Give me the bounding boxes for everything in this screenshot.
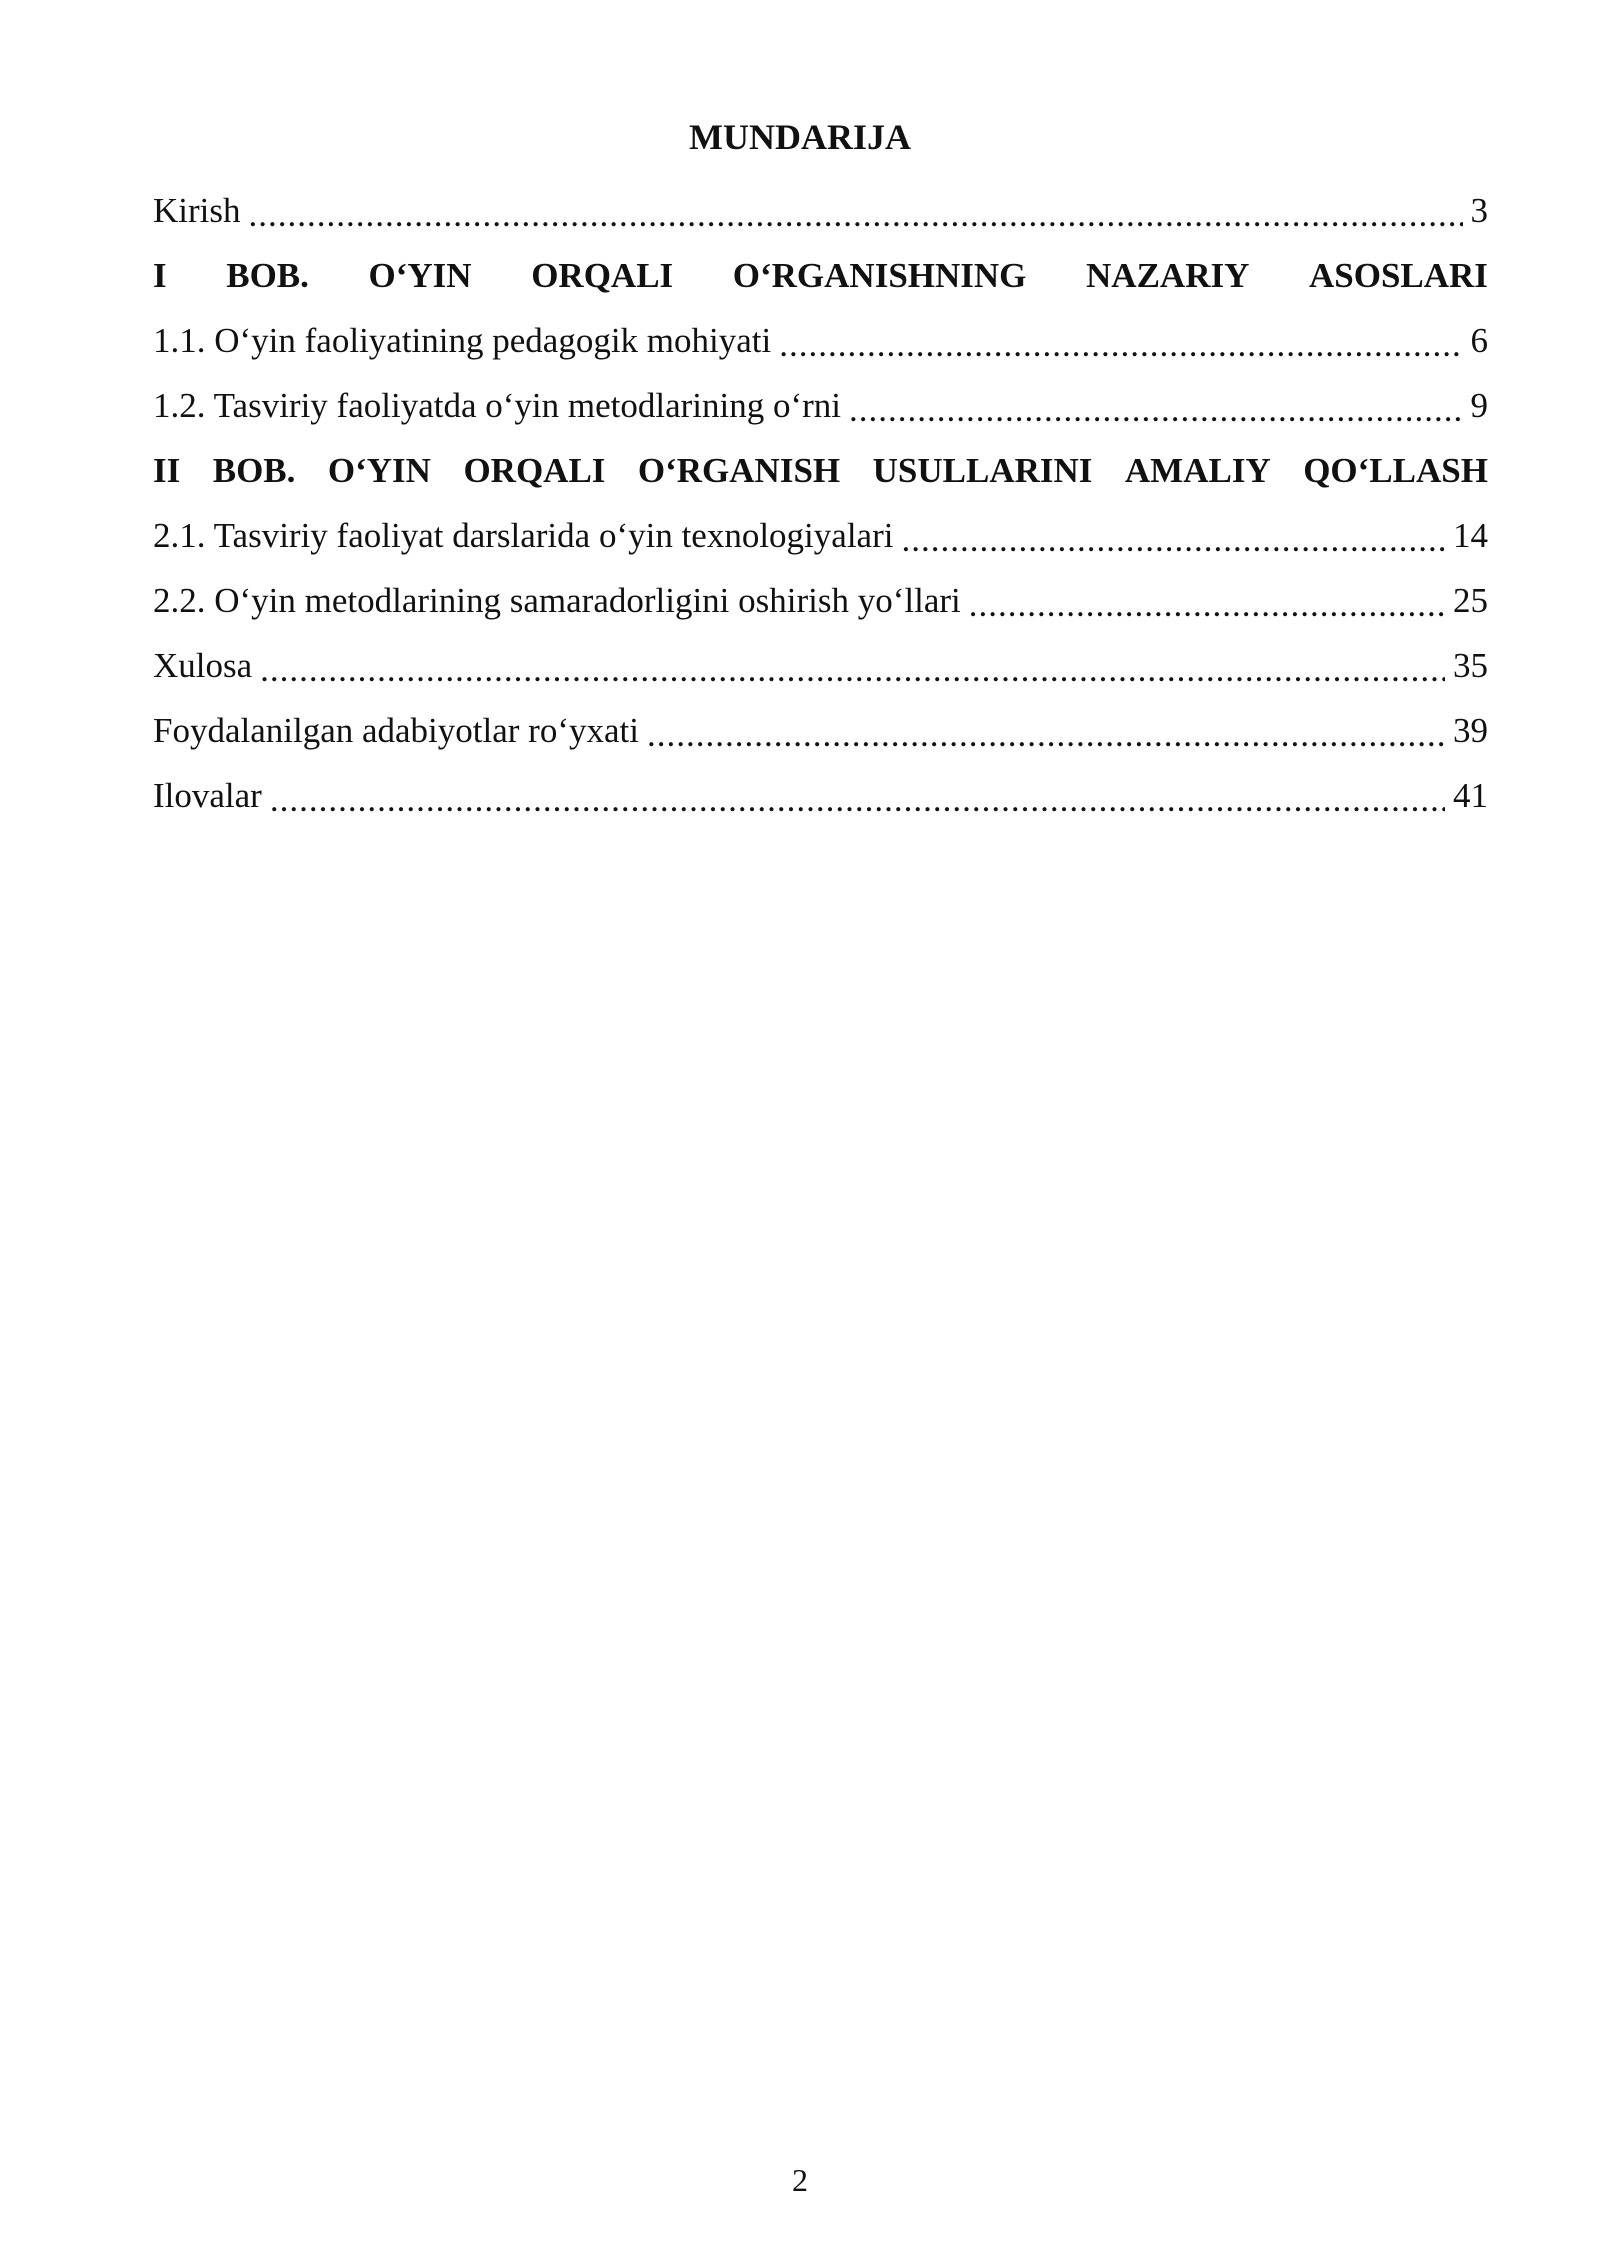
toc-title: MUNDARIJA: [689, 117, 911, 157]
toc-entry-label: Kirish: [153, 190, 241, 230]
chapter-word: ORQALI: [463, 450, 606, 490]
toc-entry-page: 3: [1470, 190, 1488, 230]
toc-chapter-1[interactable]: [153, 243, 1488, 308]
toc-entry-kirish[interactable]: [153, 178, 1488, 243]
dot-leader: [901, 520, 1445, 560]
toc-entry-label: 2.2. O‘yin metodlarining samaradorligini oshirish yo‘llari: [153, 580, 961, 620]
toc-entry-page: 39: [1453, 710, 1488, 750]
chapter-word: II: [153, 450, 181, 490]
toc-entry-ilovalar[interactable]: [153, 763, 1488, 828]
dot-leader: [779, 325, 1462, 365]
toc-entry-page: 25: [1453, 580, 1488, 620]
chapter-word: QO‘LLASH: [1303, 450, 1488, 490]
dot-leader: [969, 585, 1445, 625]
chapter-word: NAZARIY: [1086, 255, 1250, 295]
chapter-word: ORQALI: [531, 255, 674, 295]
toc-entry-label: Xulosa: [153, 645, 253, 685]
dot-leader: [849, 390, 1462, 430]
page-number: 2: [792, 2162, 808, 2198]
toc-entry-xulosa[interactable]: [153, 633, 1488, 698]
toc-entry-label: Ilovalar: [153, 775, 262, 815]
chapter-word: BOB.: [212, 450, 296, 490]
chapter-word: O‘RGANISH: [637, 450, 841, 490]
toc-chapter-2[interactable]: [153, 438, 1488, 503]
chapter-word: I: [153, 255, 167, 295]
toc-entry-page: 14: [1453, 515, 1488, 555]
table-of-contents: [153, 178, 1488, 828]
toc-entry-2-1[interactable]: [153, 503, 1488, 568]
chapter-word: BOB.: [226, 255, 309, 295]
dot-leader: [260, 650, 1445, 690]
toc-entry-label: 2.1. Tasviriy faoliyat darslarida o‘yin texnologiyalari: [153, 515, 894, 555]
chapter-word: AMALIY: [1124, 450, 1271, 490]
chapter-word: O‘YIN: [327, 450, 431, 490]
toc-entry-1-1[interactable]: [153, 308, 1488, 373]
dot-leader: [647, 715, 1445, 755]
toc-entry-page: 41: [1453, 775, 1488, 815]
toc-entry-label: Foydalanilgan adabiyotlar ro‘yxati: [153, 710, 639, 750]
chapter-word: ASOSLARI: [1308, 255, 1488, 295]
toc-entry-label: 1.1. O‘yin faoliyatining pedagogik mohiyati: [153, 320, 772, 360]
chapter-word: O‘RGANISHNING: [732, 255, 1027, 295]
chapter-word: USULLARINI: [872, 450, 1093, 490]
toc-entry-label: 1.2. Tasviriy faoliyatda o‘yin metodlarining o‘rni: [153, 385, 842, 425]
toc-entry-page: 9: [1470, 385, 1488, 425]
dot-leader: [249, 195, 1463, 235]
toc-entry-references[interactable]: [153, 698, 1488, 763]
chapter-word: O‘YIN: [368, 255, 472, 295]
dot-leader: [270, 780, 1445, 820]
toc-entry-2-2[interactable]: [153, 568, 1488, 633]
toc-entry-1-2[interactable]: [153, 373, 1488, 438]
toc-entry-page: 6: [1470, 320, 1488, 360]
toc-entry-page: 35: [1453, 645, 1488, 685]
